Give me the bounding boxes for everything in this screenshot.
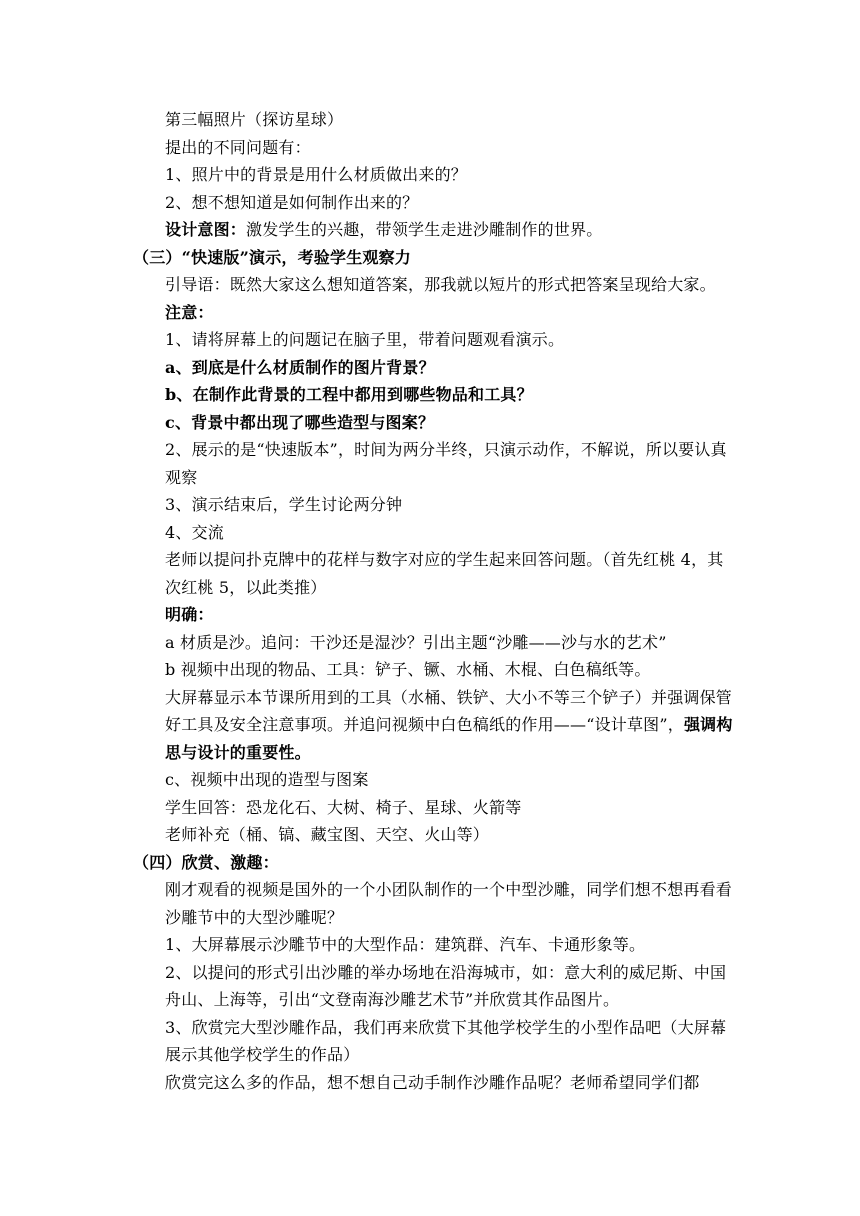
text-run: 2、想不想知道是如何制作出来的？ [165, 192, 419, 212]
text-run: 欣赏完这么多的作品，想不想自己动手制作沙雕作品呢？老师希望同学们都 [165, 1072, 700, 1092]
text-run: 3、演示结束后，学生讨论两分钟 [165, 495, 403, 514]
text-run: 2、展示的是“快速版本”，时间为两分半终，只演示动作，不解说，所以要认真观察 [165, 440, 727, 487]
text-run: b 视频中出现的物品、工具：铲子、镢、水桶、木棍、白色稿纸等。 [165, 660, 651, 679]
paragraph-note-1 [133, 326, 733, 354]
paragraph-video-intro [133, 876, 733, 931]
paragraph-small-works [133, 1014, 733, 1069]
text-run: 2、以提问的形式引出沙雕的举办场地在沿海城市，如：意大利的威尼斯、中国舟山、上海等，引出“文登南海沙雕艺术节”并欣赏其作品图片。 [165, 962, 727, 1009]
text-run: 学生回答：恐龙化石、大树、椅子、星球、火箭等 [165, 797, 522, 817]
paragraph-questions-intro [133, 134, 733, 162]
text-run: 3、欣赏完大型沙雕作品，我们再来欣赏下其他学校学生的小型作品吧（大屏幕展示其他学校学生的作品） [165, 1017, 727, 1064]
paragraph-question-1 [133, 161, 733, 189]
paragraph-note-label [133, 299, 733, 327]
text-run: 1、大屏幕展示沙雕节中的大型作品：建筑群、汽车、卡通形象等。 [165, 935, 646, 954]
paragraph-question-b [133, 381, 733, 409]
bold-text: 强调构思与设计的重要性。 [165, 715, 733, 762]
paragraph-answer-c [133, 766, 733, 794]
text-run: 大屏幕显示本节课所用到的工具（水桶、铁铲、大小不等三个铲子）并强调保管好工具及安全注意事项。并追问视频中白色稿纸的作用——“设计草图”， [165, 687, 733, 734]
text-run: 老师补充（桶、镐、藏宝图、天空、火山等） [165, 825, 490, 844]
heading-text: （四）欣赏、激趣： [133, 852, 279, 872]
section-heading-four [133, 849, 733, 877]
text-run: 1、照片中的背景是用什么材质做出来的？ [165, 165, 467, 184]
paragraph-tools-display [133, 684, 733, 767]
paragraph-teacher-supplement [133, 821, 733, 849]
text-run: 1、请将屏幕上的问题记在脑子里，带着问题观看演示。 [165, 330, 565, 349]
bold-label: 明确： [165, 605, 214, 624]
paragraph-clarify-label [133, 601, 733, 629]
text-run: c、视频中出现的造型与图案 [165, 770, 369, 789]
paragraph-photo-three [133, 106, 733, 134]
bold-label: 注意： [165, 302, 214, 322]
paragraph-answer-b [133, 656, 733, 684]
paragraph-lead-in [133, 271, 733, 299]
paragraph-teacher-poker [133, 546, 733, 601]
paragraph-closing [133, 1069, 733, 1097]
text-run: 老师以提问扑克牌中的花样与数字对应的学生起来回答问题。（首先红桃 4，其次红桃 5，以此类推） [165, 550, 724, 597]
paragraph-venues [133, 959, 733, 1014]
text-run: a 材质是沙。追问：干沙还是湿沙？引出主题“沙雕——沙与水的艺术” [165, 632, 667, 652]
text-run: 4、交流 [165, 522, 224, 542]
bold-text: a、到底是什么材质制作的图片背景？ [165, 357, 435, 377]
paragraph-note-4 [133, 519, 733, 547]
paragraph-large-works [133, 931, 733, 959]
text-run: 刚才观看的视频是国外的一个小团队制作的一个中型沙雕，同学们想不想再看看沙雕节中的大型沙雕呢？ [165, 880, 733, 927]
paragraph-student-answer [133, 794, 733, 822]
text-run: 第三幅照片（探访星球） [165, 110, 344, 129]
text-run: 引导语：既然大家这么想知道答案，那我就以短片的形式把答案呈现给大家。 [165, 275, 716, 294]
document-body [133, 106, 733, 1096]
paragraph-note-2 [133, 436, 733, 491]
text-run: 激发学生的兴趣，带领学生走进沙雕制作的世界。 [246, 220, 603, 239]
paragraph-design-intent [133, 216, 733, 244]
section-heading-three [133, 244, 733, 272]
bold-text: c、背景中都出现了哪些造型与图案？ [165, 412, 435, 432]
heading-text: （三）“快速版”演示，考验学生观察力 [133, 247, 412, 267]
paragraph-note-3 [133, 491, 733, 519]
bold-label: 设计意图： [165, 220, 247, 239]
paragraph-question-2 [133, 189, 733, 217]
paragraph-answer-a [133, 629, 733, 657]
text-run: 提出的不同问题有： [165, 137, 311, 157]
paragraph-question-c [133, 409, 733, 437]
paragraph-question-a [133, 354, 733, 382]
bold-text: b、在制作此背景的工程中都用到哪些物品和工具？ [165, 385, 533, 404]
